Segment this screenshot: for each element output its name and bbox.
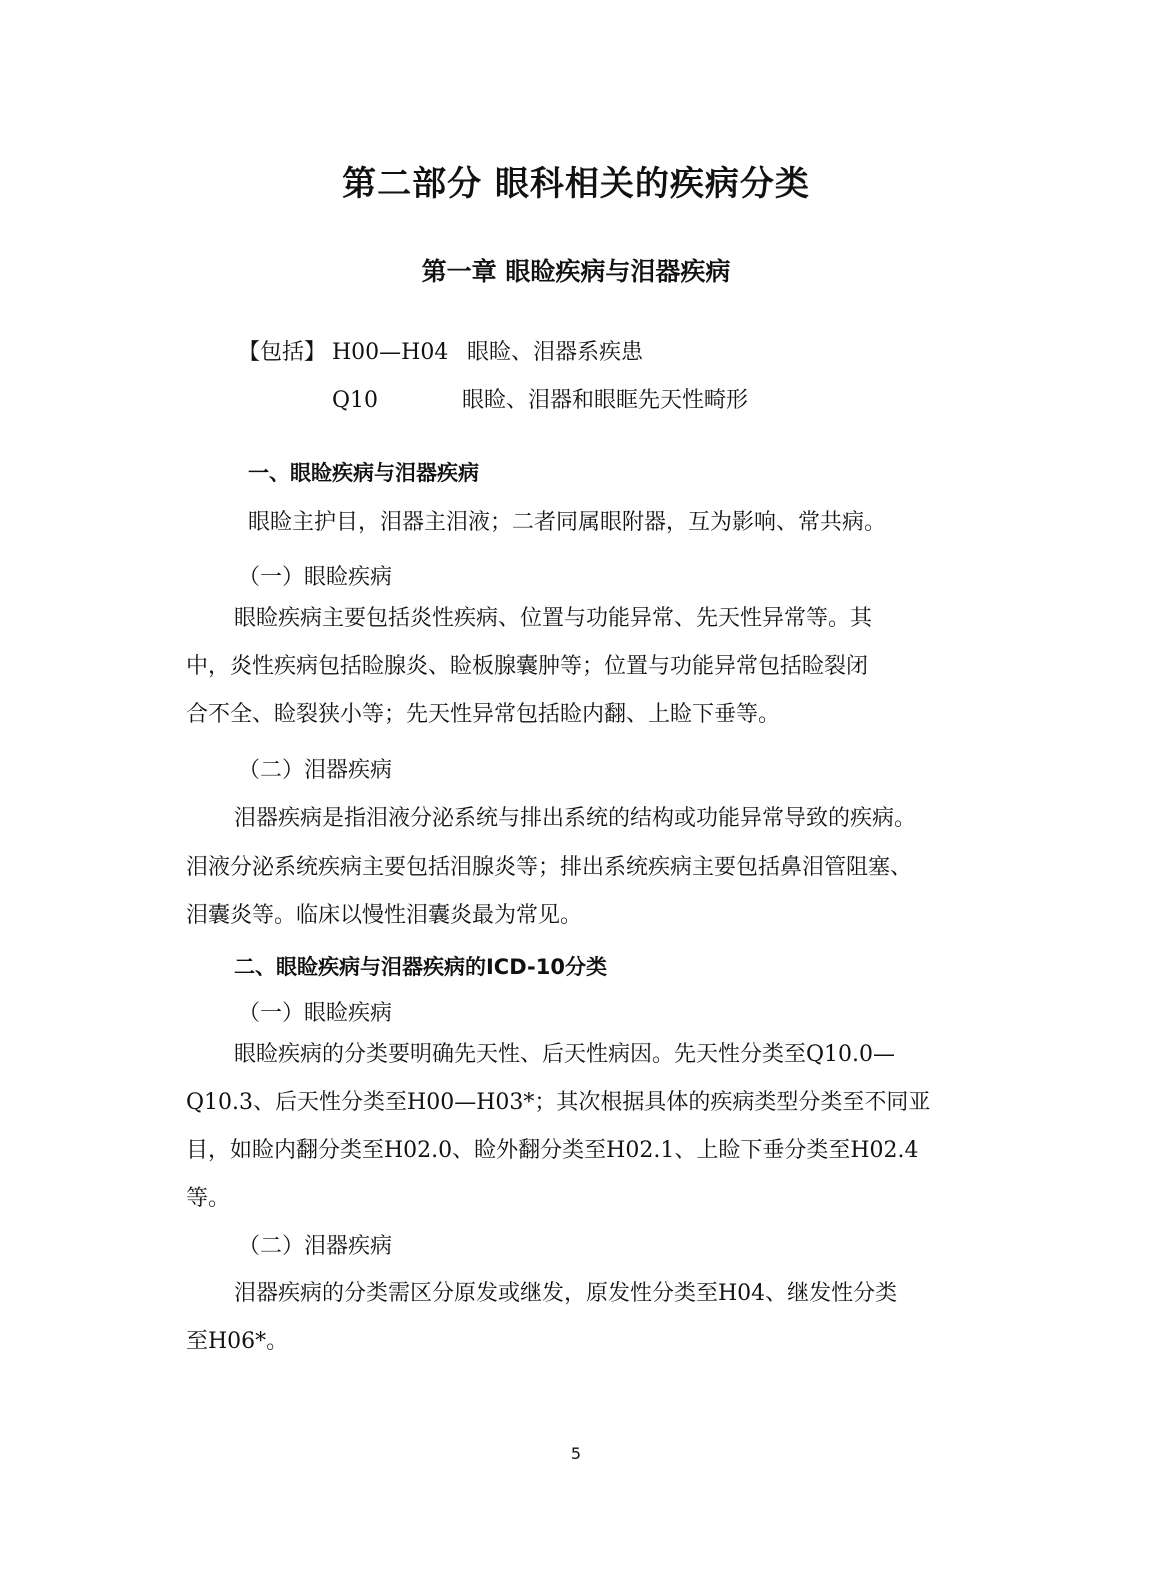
paragraph-line: 泪囊炎等。临床以慢性泪囊炎最为常见。 bbox=[186, 903, 583, 928]
chapter-title: 第一章 眼睑疾病与泪器疾病 bbox=[421, 257, 731, 286]
paragraph-line: 眼睑疾病的分类要明确先天性、后天性病因。先天性分类至Q10.0— bbox=[234, 1042, 896, 1067]
page-number: 5 bbox=[570, 1444, 582, 1463]
paragraph-line: 眼睑疾病主要包括炎性疾病、位置与功能异常、先天性异常等。其 bbox=[234, 606, 873, 631]
subsection-heading-eyelid: （一）眼睑疾病 bbox=[238, 1001, 393, 1026]
part-title: 第二部分 眼科相关的疾病分类 bbox=[342, 164, 810, 204]
section-heading-1: 一、眼睑疾病与泪器疾病 bbox=[248, 461, 479, 485]
paragraph-line: 合不全、睑裂狭小等；先天性异常包括睑内翻、上睑下垂等。 bbox=[186, 702, 781, 727]
subsection-heading-lacrimal: （二）泪器疾病 bbox=[238, 1234, 393, 1259]
includes-label: 【包括】 bbox=[238, 340, 327, 365]
paragraph-line: 中，炎性疾病包括睑腺炎、睑板腺囊肿等；位置与功能异常包括睑裂闭 bbox=[186, 654, 869, 679]
paragraph-line: 至H06*。 bbox=[186, 1329, 289, 1354]
section1-intro: 眼睑主护目，泪器主泪液；二者同属眼附器，互为影响、常共病。 bbox=[248, 510, 887, 535]
includes-code-1: H00—H04 bbox=[332, 340, 449, 365]
includes-desc-1: 眼睑、泪器系疾患 bbox=[467, 340, 644, 365]
paragraph-line: 泪器疾病的分类需区分原发或继发，原发性分类至H04、继发性分类 bbox=[234, 1281, 898, 1306]
paragraph-line: 泪器疾病是指泪液分泌系统与排出系统的结构或功能异常导致的疾病。 bbox=[234, 806, 917, 831]
section-heading-2: 二、眼睑疾病与泪器疾病的ICD-10分类 bbox=[234, 955, 607, 979]
subsection-heading-eyelid: （一）眼睑疾病 bbox=[238, 565, 393, 590]
paragraph-line: Q10.3、后天性分类至H00—H03*；其次根据具体的疾病类型分类至不同亚 bbox=[186, 1090, 931, 1115]
subsection-heading-lacrimal: （二）泪器疾病 bbox=[238, 758, 393, 783]
includes-code-2: Q10 bbox=[332, 388, 379, 413]
paragraph-line: 等。 bbox=[186, 1186, 231, 1211]
paragraph-line: 目，如睑内翻分类至H02.0、睑外翻分类至H02.1、上睑下垂分类至H02.4 bbox=[186, 1138, 919, 1163]
includes-desc-2: 眼睑、泪器和眼眶先天性畸形 bbox=[462, 388, 749, 413]
paragraph-line: 泪液分泌系统疾病主要包括泪腺炎等；排出系统疾病主要包括鼻泪管阻塞、 bbox=[186, 855, 913, 880]
